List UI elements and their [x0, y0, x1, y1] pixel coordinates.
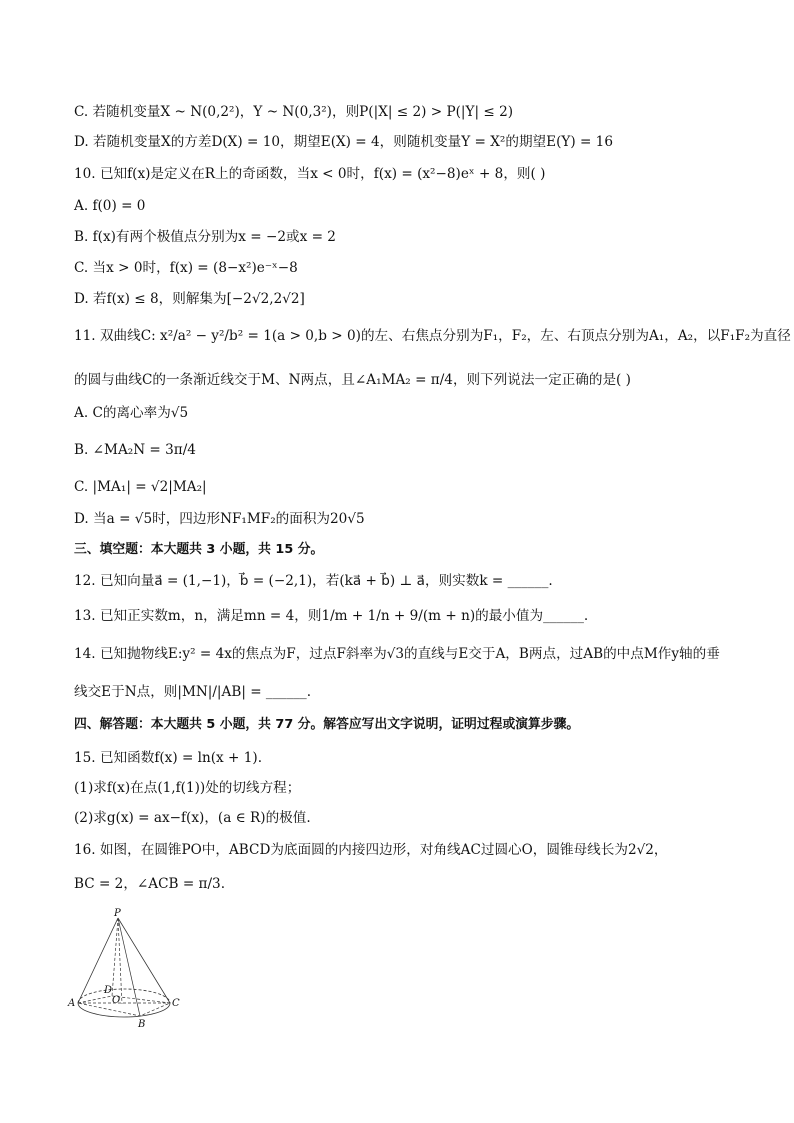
option-11b: B. ∠MA₂N = 3π/4 — [74, 442, 196, 458]
option-10c: C. 当x > 0时，f(x) = (8−x²)e⁻ˣ−8 — [74, 260, 298, 276]
question-14-line1: 14. 已知抛物线E:y² = 4x的焦点为F，过点F斜率为√3的直线与E交于A，B两点，过AB的中点M作y轴的垂 — [74, 646, 720, 662]
option-10d: D. 若f(x) ≤ 8，则解集为[−2√2,2√2] — [74, 291, 305, 307]
label-d: D — [104, 985, 113, 996]
option-11c: C. |MA₁| = √2|MA₂| — [74, 479, 207, 495]
question-15: 15. 已知函数f(x) = ln(x + 1). — [74, 750, 263, 766]
section-fill-in: 三、填空题：本大题共 3 小题，共 15 分。 — [74, 542, 324, 557]
label-o: O — [112, 995, 121, 1006]
label-p: P — [114, 908, 121, 919]
label-b: B — [138, 1019, 146, 1030]
option-10b: B. f(x)有两个极值点分别为x = −2或x = 2 — [74, 229, 336, 245]
cone-base-back-arc — [78, 989, 170, 1003]
question-15-part2: (2)求g(x) = ax−f(x)，(a ∈ R)的极值. — [74, 810, 311, 826]
cone-edge-pb — [118, 918, 140, 1016]
question-14-line2: 线交E于N点，则|MN|/|AB| = ______. — [74, 684, 312, 700]
label-a: A — [68, 998, 76, 1009]
question-10: 10. 已知f(x)是定义在R上的奇函数，当x < 0时，f(x) = (x²−8)eˣ + 8，则( ) — [74, 166, 546, 182]
option-10a: A. f(0) = 0 — [74, 198, 146, 214]
question-15-part1: (1)求f(x)在点(1,f(1))处的切线方程； — [74, 780, 301, 796]
option-9d: D. 若随机变量X的方差D(X) = 10，期望E(X) = 4，则随机变量Y = X²的期望E(Y) = 16 — [74, 134, 613, 150]
question-16-line2: BC = 2，∠ACB = π/3. — [74, 876, 226, 892]
cone-figure — [64, 906, 184, 1034]
option-11a: A. C的离心率为√5 — [74, 405, 189, 421]
option-11d: D. 当a = √5时，四边形NF₁MF₂的面积为20√5 — [74, 511, 365, 527]
option-9c: C. 若随机变量X ~ N(0,2²)，Y ~ N(0,3²)，则P(|X| ≤ 2) > P(|Y| ≤ 2) — [74, 104, 514, 120]
question-13: 13. 已知正实数m，n，满足mn = 4，则1/m + 1/n + 9/(m + n)的最小值为______. — [74, 608, 589, 624]
question-11-line2: 的圆与曲线C的一条渐近线交于M、N两点，且∠A₁MA₂ = π/4，则下列说法一定正确的是( ) — [74, 372, 631, 388]
cone-axis-po — [118, 918, 122, 1004]
cone-base-front-arc — [78, 1003, 170, 1017]
section-answer: 四、解答题：本大题共 5 小题，共 77 分。解答应写出文字说明，证明过程或演算步骤。 — [74, 717, 580, 732]
question-12: 12. 已知向量a⃗ = (1,−1)，b⃗ = (−2,1)，若(ka⃗ + b⃗) ⊥ a⃗，则实数k = ______. — [74, 573, 553, 589]
label-c: C — [172, 998, 180, 1009]
question-11-line1: 11. 双曲线C: x²/a² − y²/b² = 1(a > 0,b > 0)的左、右焦点分别为F₁，F₂，左、右顶点分别为A₁，A₂，以F₁F₂为直径 — [74, 328, 791, 344]
question-16-line1: 16. 如图，在圆锥PO中，ABCD为底面圆的内接四边形，对角线AC过圆心O，圆锥母线长为2√2， — [74, 842, 668, 858]
